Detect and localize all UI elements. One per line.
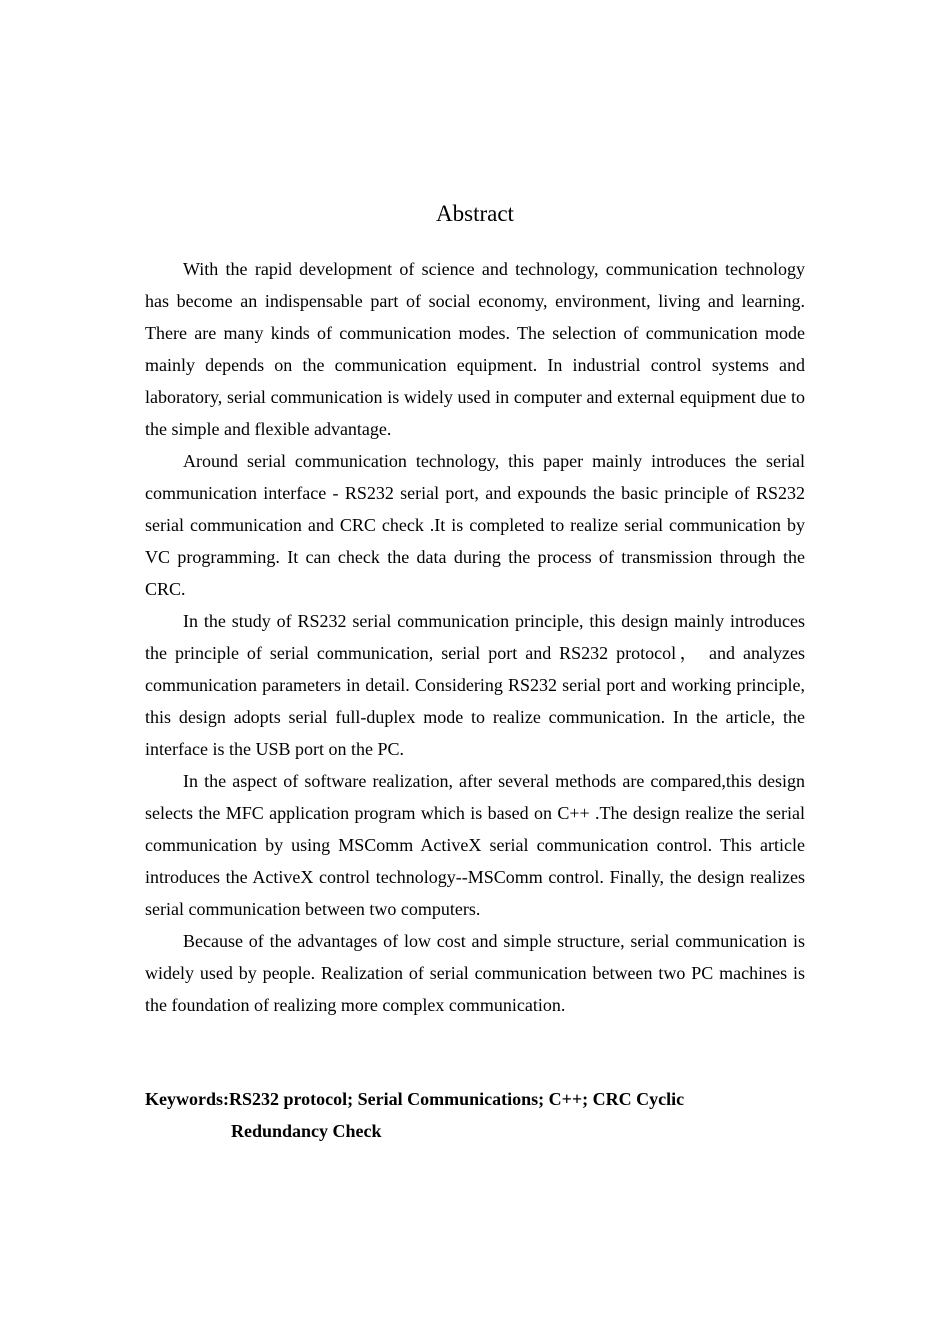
abstract-body xyxy=(145,253,805,1021)
abstract-paragraph: Because of the advantages of low cost and simple structure, serial communication is widely used by people. Realization of serial communication between two PC machines is the foundation of realizing more complex communication. xyxy=(145,931,805,1015)
abstract-paragraph: With the rapid development of science and technology, communication technology has become an indispensable part of social economy, environment, living and learning. There are many kinds of communication modes. The selection of communication mode mainly depends on the communication equipment. In industrial control systems and laboratory, serial communication is widely used in computer and external equipment due to the simple and flexible advantage. xyxy=(145,259,805,439)
keywords-text-1: RS232 protocol; Serial Communications; C++; CRC Cyclic xyxy=(229,1089,685,1109)
keywords-label: Keywords: xyxy=(145,1089,229,1109)
abstract-paragraph: Around serial communication technology, this paper mainly introduces the serial communication interface - RS232 serial port, and expounds the basic principle of RS232 serial communication and CRC check .It is completed to realize serial communication by VC programming. It can check the data during the process of transmission through the CRC. xyxy=(145,451,805,599)
abstract-paragraph: In the aspect of software realization, after several methods are compared,this design selects the MFC application program which is based on C++ .The design realize the serial communication by using MSComm ActiveX serial communication control. This article introduces the ActiveX control technology--MSComm control. Finally, the design realizes serial communication between two computers. xyxy=(145,771,805,919)
keywords-block xyxy=(145,1083,805,1147)
abstract-paragraph: In the study of RS232 serial communication principle, this design mainly introduces the principle of serial communication, serial port and RS232 protocol， and analyzes communication parameters in detail. Considering RS232 serial port and working principle, this design adopts serial full-duplex mode to realize communication. In the article, the interface is the USB port on the PC. xyxy=(145,611,805,759)
keywords-line-1 xyxy=(145,1083,805,1115)
page-title: Abstract xyxy=(436,201,514,226)
keywords-line-2: Redundancy Check xyxy=(231,1121,382,1141)
